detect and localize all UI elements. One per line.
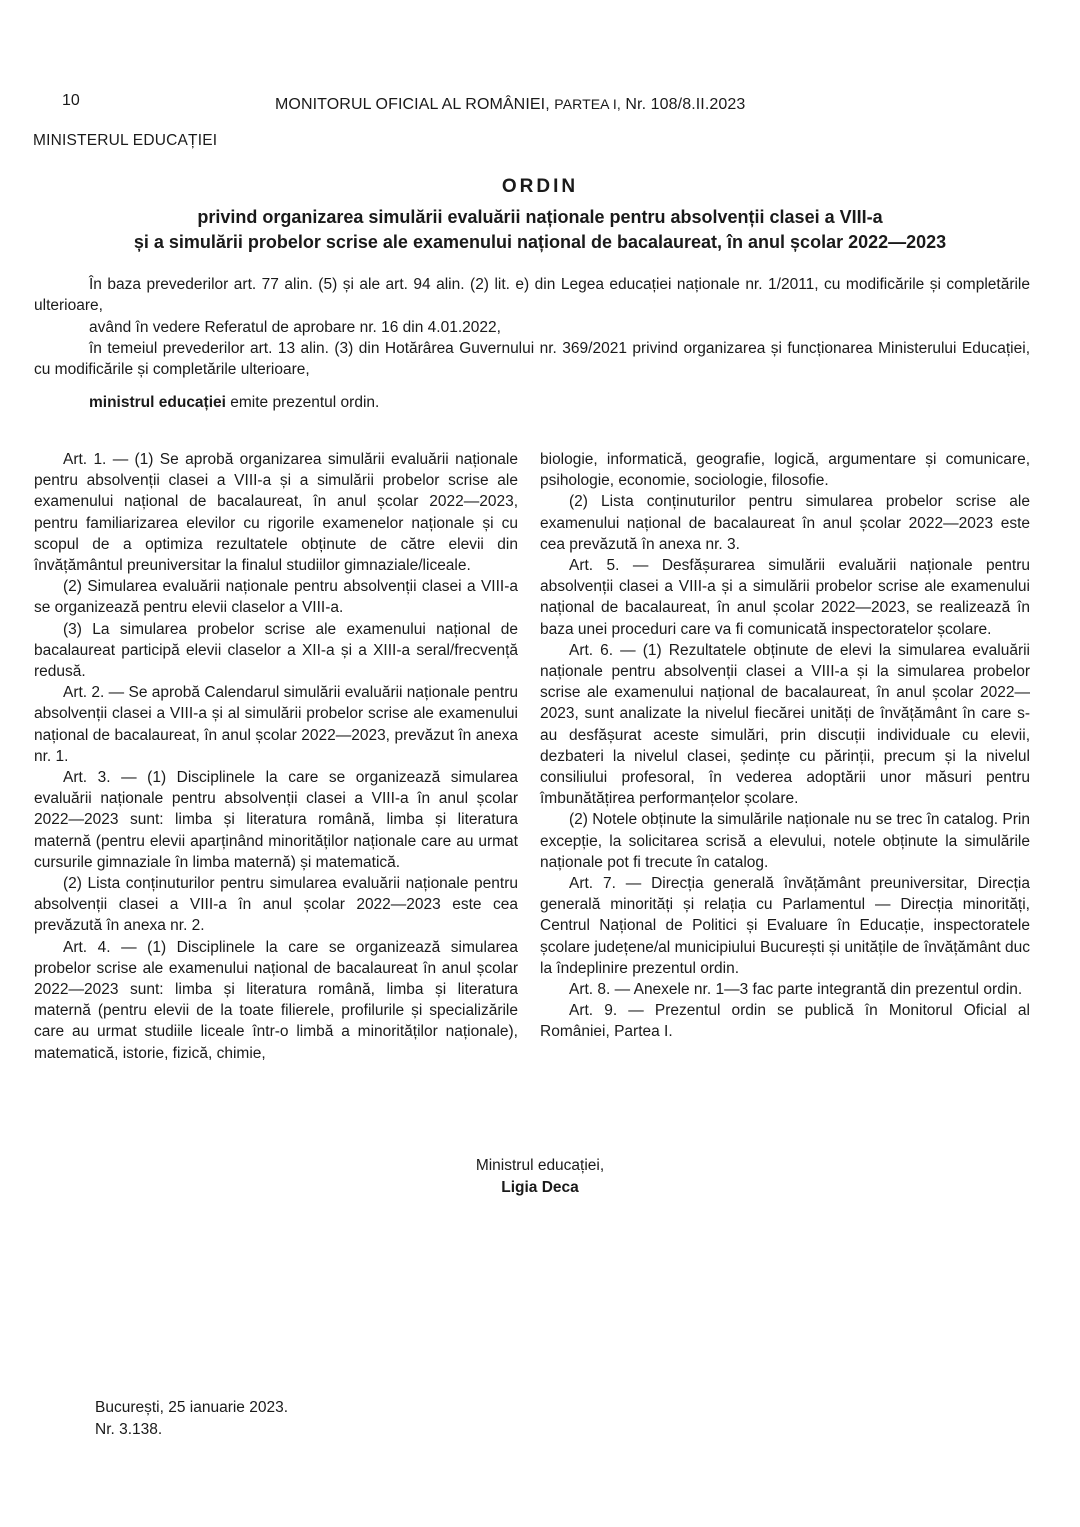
preamble-paragraph: având în vedere Referatul de aprobare nr. 16 din 4.01.2022, — [89, 318, 501, 336]
publication-name: MONITORUL OFICIAL AL ROMÂNIEI, — [275, 96, 550, 113]
article-paragraph: Art. 3. — (1) Disciplinele la care se organizează simularea evaluării naționale pentru absolvenții clasei a VIII-a în anul școlar 2022—2023 sunt: limba și literatura română, limba și literatura maternă (pentru elevii aparținând minorităților naționale care au urmat cursurile gimnaziale în limba maternă) și matematică. — [34, 769, 518, 871]
signatory-role: Ministrul educației, — [475, 1157, 605, 1174]
article-paragraph: Art. 7. — Direcția generală învățământ preuniversitar, Direcția generală minorități și relația cu Parlamentul — Direcția minorități, Centrul Național de Politici și Evaluare în Educație, inspectoratele școlare județene/al municipiului București și unitățile de învățământ duc la îndeplinire prezentul ordin. — [540, 875, 1030, 977]
signatory-name: Ligia Deca — [501, 1179, 579, 1196]
preamble — [34, 274, 1030, 414]
article-paragraph: Art. 2. — Se aprobă Calendarul simulării evaluării naționale pentru absolvenții clasei a VIII-a și al simulării probelor scrise ale examenului național de bacalaureat, în anul școlar 2022—2023, prevăzut în anexa nr. 1. — [34, 684, 518, 765]
document-subtitle — [40, 205, 1040, 255]
subtitle-line-1: privind organizarea simulării evaluării naționale pentru absolvenții clasei a VIII-a — [197, 207, 883, 227]
place-and-date — [95, 1397, 288, 1441]
decree-statement — [34, 392, 1030, 413]
articles-right-column — [540, 449, 1030, 1043]
article-paragraph: Art. 1. — (1) Se aprobă organizarea simulării evaluării naționale pentru absolvenții clasei a VIII-a și a simulării probelor scrise ale examenului național de bacalaureat, în anul școlar 2022—2023, pentru familiarizarea elevilor cu rigorile examenelor naționale și cu scopul de a optimiza rezultatele obținute de către elevii din învățământul preuniversitar la finalul studiilor gimnaziale/liceale. — [34, 451, 518, 575]
running-header — [275, 96, 745, 114]
document-title: ORDIN — [501, 176, 579, 197]
article-paragraph: (2) Simularea evaluării naționale pentru absolvenții clasei a VIII-a se organizează pentru elevii claselor a VIII-a. — [34, 578, 518, 617]
article-paragraph: Art. 9. — Prezentul ordin se publică în Monitorul Oficial al României, Partea I. — [540, 1002, 1030, 1041]
preamble-paragraph: în temeiul prevederilor art. 13 alin. (3) din Hotărârea Guvernului nr. 369/2021 privind organizarea și funcționarea Ministerului Educației, cu modificările și completările ulterioare, — [34, 339, 1030, 379]
article-paragraph: (2) Lista conținuturilor pentru simularea probelor scrise ale examenului național de bacalaureat în anul școlar 2022—2023 este cea prevăzută în anexa nr. 3. — [540, 493, 1030, 553]
article-paragraph: Art. 4. — (1) Disciplinele la care se organizează simularea probelor scrise ale examenului național de bacalaureat în anul școlar 2022—2023 sunt: limba și literatura română, limba și literatura maternă (pentru elevii de la toate filierele, profilurile și specializările care au urmat studiile liceale într-o limbă a minorităților naționale), matematică, istorie, fizică, chimie, — [34, 938, 518, 1062]
decree-action: emite prezentul ordin. — [225, 394, 380, 412]
articles-left-column — [34, 449, 518, 1064]
subtitle-line-2: și a simulării probelor scrise ale examenului național de bacalaureat, în anul școlar 2022—2023 — [133, 232, 947, 252]
issue-place-date: București, 25 ianuarie 2023. — [95, 1399, 289, 1416]
article-paragraph: Art. 6. — (1) Rezultatele obținute de elevi la simularea evaluării naționale pentru absolvenții clasei a VIII-a și la simularea probelor scrise ale examenului național de bacalaureat, în anul școlar 2022—2023, sunt analizate la nivelul fiecărei unități de învățământ în care s-au desfășurat aceste simulări, prin discuții individuale cu elevii, dezbateri la nivelul clasei, ședințe cu părinții, precum și la nivelul consiliului profesoral, în vederea adoptării unor măsuri pentru îmbunătățirea performanțelor școlare. — [540, 641, 1030, 808]
preamble-paragraph: În baza prevederilor art. 77 alin. (5) și ale art. 94 alin. (2) lit. e) din Legea educației naționale nr. 1/2011, cu modificările și completările ulterioare, — [34, 276, 1030, 315]
page-number: 10 — [62, 92, 80, 109]
article-paragraph: Art. 5. — Desfășurarea simulării evaluării naționale pentru absolvenții clasei a VIII-a și a simulării probelor scrise ale examenului național de bacalaureat, în anul școlar 2022—2023, se realizează în baza unei proceduri care va fi comunicată inspectoratelor școlare. — [540, 557, 1030, 638]
article-paragraph: (2) Notele obținute la simulările naționale nu se trec în catalog. Prin excepție, la solicitarea scrisă a elevului, notele obținute la simulările naționale pot fi trecute în catalog. — [540, 811, 1030, 871]
article-paragraph: Art. 8. — Anexele nr. 1—3 fac parte integrantă din prezentul ordin. — [569, 981, 1023, 999]
article-paragraph: biologie, informatică, geografie, logică, argumentare și comunicare, psihologie, economie, sociologie, filosofie. — [540, 451, 1030, 490]
issue-number: Nr. 108/8.II.2023 — [625, 96, 746, 113]
issuer: MINISTERUL EDUCAȚIEI — [33, 132, 218, 149]
signature-block — [0, 1155, 1080, 1199]
article-paragraph: (2) Lista conținuturilor pentru simularea evaluării naționale pentru absolvenții clasei a VIII-a în anul școlar 2022—2023 este cea prevăzută în anexa nr. 2. — [34, 875, 518, 935]
publication-part: PARTEA I, — [554, 96, 621, 112]
order-number: Nr. 3.138. — [95, 1421, 163, 1438]
decree-subject: ministrul educației — [89, 394, 226, 412]
article-paragraph: (3) La simularea probelor scrise ale examenului național de bacalaureat participă elevii claselor a XII-a și a XIII-a seral/frecvență redusă. — [34, 620, 518, 681]
